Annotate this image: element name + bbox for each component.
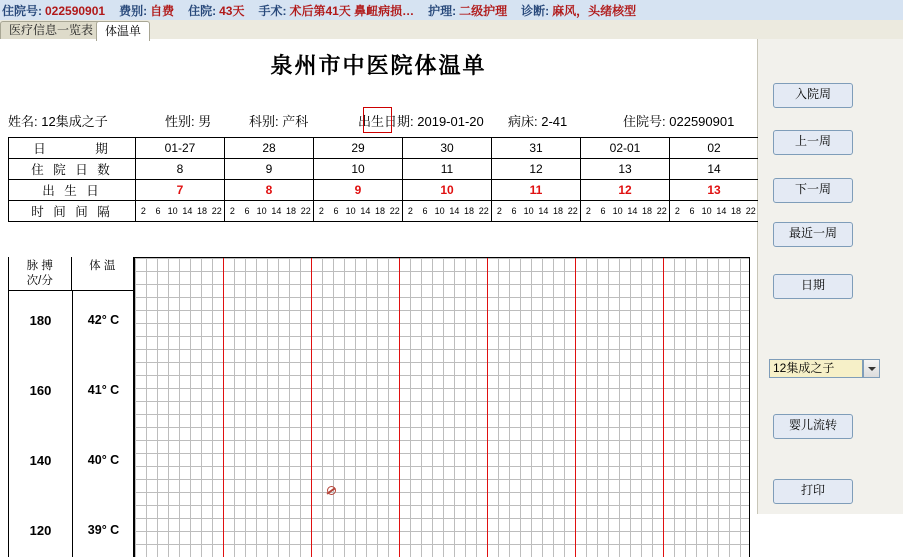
interval-tick: 14 (449, 206, 460, 216)
previous-week-button[interactable]: 上一周 (773, 130, 853, 155)
patient-department-field (249, 111, 308, 130)
info-label: 手术: (258, 3, 287, 18)
interval-tick: 18 (731, 206, 742, 216)
info-field-diagnosis (521, 2, 636, 19)
birth-day-cell-0: 7 (136, 180, 225, 201)
info-field-surgery (258, 2, 414, 19)
hospital-day-cell-5: 13 (581, 159, 670, 180)
birth-day-cell-2: 9 (314, 180, 403, 201)
table-row-time-interval (9, 201, 759, 222)
interval-tick: 22 (567, 206, 578, 216)
temp-tick-39: 39° C (87, 523, 120, 537)
patient-department-value: 产科 (282, 114, 309, 129)
birth-day-cell-3: 10 (403, 180, 492, 201)
day-separator-2 (311, 258, 312, 557)
info-label: 费别: (119, 3, 148, 18)
axis-header-pulse (9, 257, 72, 290)
interval-group-0 (136, 201, 225, 222)
info-label: 诊断: (521, 3, 550, 18)
tab-strip (0, 20, 903, 40)
date-cell-4: 31 (492, 138, 581, 159)
birthdate-selection-highlight[interactable] (363, 107, 392, 133)
interval-tick: 22 (745, 206, 756, 216)
day-separator-4 (487, 258, 488, 557)
axis-header-temperature (72, 257, 134, 290)
pulse-tick-140: 140 (29, 453, 52, 468)
interval-tick: 14 (538, 206, 549, 216)
interval-tick: 2 (585, 206, 591, 216)
interval-tick: 14 (627, 206, 638, 216)
interval-tick: 18 (642, 206, 653, 216)
birth-day-cell-4: 11 (492, 180, 581, 201)
interval-tick: 10 (701, 206, 712, 216)
date-cell-0: 01-27 (136, 138, 225, 159)
axis-header-pulse-label: 脉 搏 (26, 260, 53, 272)
header-table (8, 137, 759, 222)
next-week-button[interactable]: 下一周 (773, 178, 853, 203)
interval-tick: 18 (464, 206, 475, 216)
interval-group-5 (581, 201, 670, 222)
interval-group-4 (492, 201, 581, 222)
pulse-tick-120: 120 (29, 523, 52, 538)
date-cell-3: 30 (403, 138, 492, 159)
interval-tick: 14 (182, 206, 193, 216)
interval-tick: 10 (167, 206, 178, 216)
info-field-fee-type (119, 2, 174, 19)
interval-tick: 18 (375, 206, 386, 216)
interval-tick: 22 (300, 206, 311, 216)
chart-body (8, 257, 750, 557)
patient-header-line (8, 111, 748, 131)
patient-select-dropdown-button[interactable] (863, 359, 880, 378)
hospital-day-cell-2: 10 (314, 159, 403, 180)
patient-bed-label: 病床: (508, 114, 538, 129)
admission-week-button[interactable]: 入院周 (773, 83, 853, 108)
patient-department-label: 科别: (249, 114, 279, 129)
birth-day-cell-5: 12 (581, 180, 670, 201)
tab-temperature-chart[interactable]: 体温单 (96, 21, 150, 41)
day-separator-5 (575, 258, 576, 557)
interval-tick: 18 (286, 206, 297, 216)
interval-tick: 14 (271, 206, 282, 216)
interval-tick: 22 (656, 206, 667, 216)
axis-header (8, 257, 134, 291)
axis-scale-column (8, 291, 134, 557)
interval-tick: 6 (600, 206, 606, 216)
info-value: 022590901 (45, 3, 106, 18)
row-label-hospital-days: 住 院 日 数 (9, 159, 136, 180)
interval-tick: 10 (612, 206, 623, 216)
day-separator-6 (663, 258, 664, 557)
hospital-day-cell-1: 9 (225, 159, 314, 180)
plot-right-edge (749, 258, 750, 557)
interval-tick: 2 (140, 206, 146, 216)
hospital-day-cell-4: 12 (492, 159, 581, 180)
patient-name-value: 12集成之子 (41, 114, 108, 129)
info-label: 护理: (428, 3, 457, 18)
patient-select[interactable]: 12集成之子 (769, 359, 863, 378)
interval-tick: 6 (155, 206, 161, 216)
patient-admission-no-label: 住院号: (623, 114, 666, 129)
interval-tick: 6 (511, 206, 517, 216)
interval-group-6 (670, 201, 759, 222)
interval-tick: 6 (333, 206, 339, 216)
patient-gender-label: 性别: (165, 114, 195, 129)
interval-tick: 22 (478, 206, 489, 216)
pulse-tick-160: 160 (29, 383, 52, 398)
interval-tick: 10 (434, 206, 445, 216)
side-panel (758, 39, 903, 514)
birth-day-cell-6: 13 (670, 180, 759, 201)
info-label: 住院号: (2, 3, 42, 18)
info-value: 二级护理 (459, 3, 508, 18)
interval-tick: 2 (674, 206, 680, 216)
patient-admission-no-field (623, 111, 734, 130)
day-separator-3 (399, 258, 400, 557)
axis-header-pulse-unit: 次/分 (26, 275, 53, 287)
interval-tick: 2 (407, 206, 413, 216)
interval-tick: 14 (716, 206, 727, 216)
patient-birthdate-value: 2019-01-20 (417, 114, 484, 129)
interval-tick: 2 (496, 206, 502, 216)
date-cell-6: 02 (670, 138, 759, 159)
temp-tick-41: 41° C (87, 383, 120, 397)
row-label-birth-days: 出 生 日 (9, 180, 136, 201)
row-label-date: 日 期 (9, 138, 136, 159)
temp-tick-40: 40° C (87, 453, 120, 467)
infant-transfer-button[interactable]: 婴儿流转 (773, 414, 853, 439)
interval-tick: 10 (256, 206, 267, 216)
date-cell-5: 02-01 (581, 138, 670, 159)
info-value: 术后第41天 鼻衄病损… (289, 3, 415, 18)
date-cell-1: 28 (225, 138, 314, 159)
date-cell-2: 29 (314, 138, 403, 159)
interval-group-3 (403, 201, 492, 222)
interval-tick: 18 (197, 206, 208, 216)
day-separator-1 (223, 258, 224, 557)
table-row-date (9, 138, 759, 159)
interval-tick: 14 (360, 206, 371, 216)
print-button[interactable]: 打印 (773, 479, 853, 504)
patient-info-bar (0, 0, 903, 21)
hospital-day-cell-0: 8 (136, 159, 225, 180)
pulse-tick-180: 180 (29, 313, 52, 328)
info-field-admission-no (2, 2, 105, 19)
interval-tick: 6 (422, 206, 428, 216)
interval-group-1 (225, 201, 314, 222)
page-title: 泉州市中医院体温单 (270, 53, 487, 79)
axis-divider (72, 291, 73, 557)
info-value: 麻风，头绪核型 (552, 3, 637, 18)
tab-medical-info-overview[interactable]: 医疗信息一览表 (0, 21, 102, 40)
interval-tick: 22 (211, 206, 222, 216)
patient-name-field (8, 111, 108, 130)
table-row-birth-days (9, 180, 759, 201)
patient-bed-value: 2-41 (541, 114, 568, 129)
chart-header-grid (8, 137, 756, 222)
table-row-hospital-days (9, 159, 759, 180)
temperature-plot-grid[interactable] (134, 257, 750, 557)
row-label-time-interval: 时 间 间 隔 (9, 201, 136, 222)
patient-birthdate-label: 出生日期: (358, 114, 414, 129)
temp-tick-42: 42° C (87, 313, 120, 327)
patient-bed-field (508, 111, 567, 130)
interval-tick: 22 (389, 206, 400, 216)
info-label: 住院: (188, 3, 217, 18)
info-value: 43天 (219, 3, 245, 18)
info-field-stay-days (188, 2, 244, 19)
hospital-day-cell-6: 14 (670, 159, 759, 180)
info-value: 自费 (150, 3, 175, 18)
temperature-sheet (0, 39, 758, 538)
chevron-down-icon (868, 367, 876, 371)
interval-tick: 2 (229, 206, 235, 216)
date-button[interactable]: 日期 (773, 274, 853, 299)
interval-tick: 2 (318, 206, 324, 216)
hospital-day-cell-3: 11 (403, 159, 492, 180)
patient-admission-no-value: 022590901 (669, 114, 735, 129)
temperature-point-marker[interactable] (327, 486, 336, 495)
patient-gender-value: 男 (198, 114, 212, 129)
info-field-nursing (428, 2, 507, 19)
patient-gender-field (165, 111, 211, 130)
interval-tick: 10 (523, 206, 534, 216)
interval-tick: 6 (244, 206, 250, 216)
interval-tick: 6 (689, 206, 695, 216)
interval-tick: 10 (345, 206, 356, 216)
patient-name-label: 姓名: (8, 114, 38, 129)
axis-header-temperature-label: 体 温 (89, 260, 116, 272)
interval-tick: 18 (553, 206, 564, 216)
recent-week-button[interactable]: 最近一周 (773, 222, 853, 247)
interval-group-2 (314, 201, 403, 222)
birth-day-cell-1: 8 (225, 180, 314, 201)
